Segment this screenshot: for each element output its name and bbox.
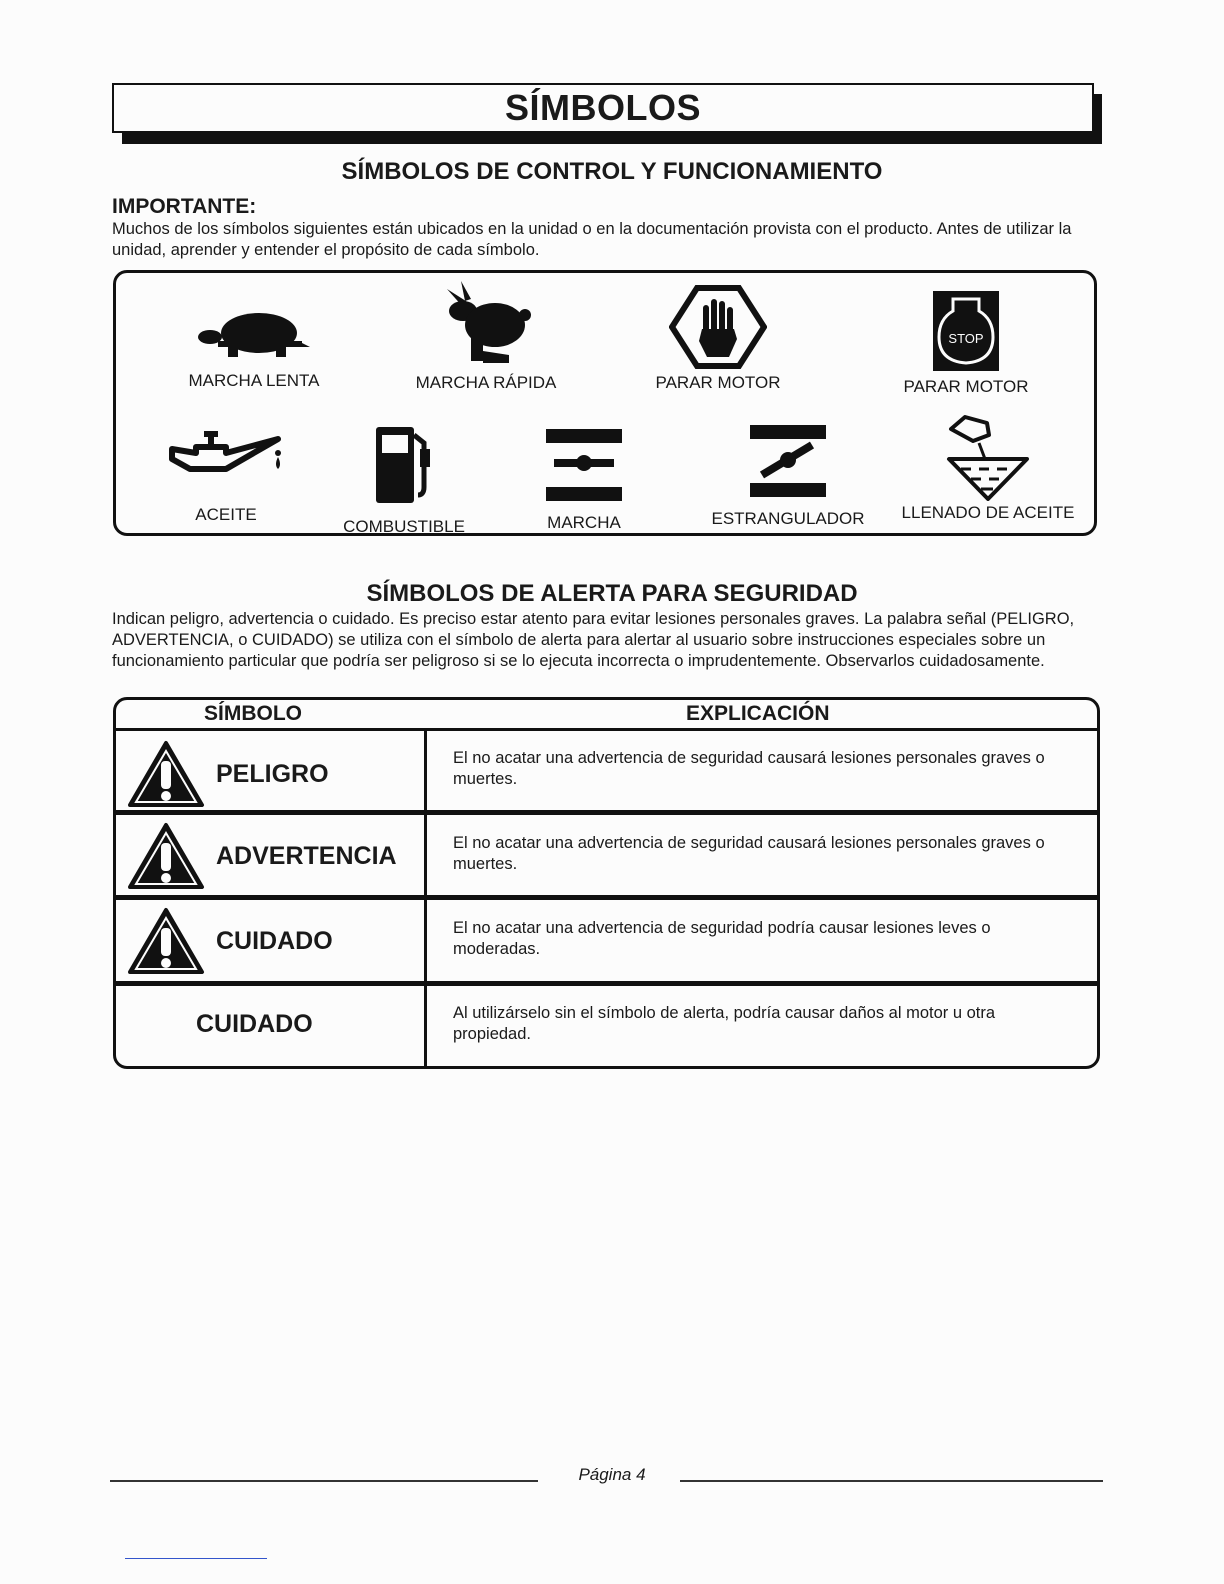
- signal-word-cuidado-no-symbol: CUIDADO: [196, 1010, 313, 1038]
- table-row-explanation: El no acatar una advertencia de seguridad podría causar lesiones leves o moderadas.: [453, 919, 991, 958]
- table-row-divider: [116, 981, 1097, 986]
- control-heading: SÍMBOLOS DE CONTROL Y FUNCIONAMIENTO: [341, 158, 883, 185]
- symbol-label: MARCHA LENTA: [188, 371, 320, 390]
- symbol-label: PARAR MOTOR: [655, 373, 781, 392]
- symbol-stop-motor-hand: [628, 285, 808, 393]
- symbol-run: [494, 427, 674, 533]
- symbol-label: MARCHA RÁPIDA: [415, 373, 557, 392]
- symbol-label: PARAR MOTOR: [903, 377, 1029, 396]
- choke-icon: [748, 423, 828, 499]
- symbol-slow: [164, 297, 344, 391]
- alert-triangle-icon: [126, 739, 206, 809]
- table-row-divider: [116, 895, 1097, 900]
- safety-table: [113, 697, 1100, 1069]
- control-symbols-panel: [113, 270, 1097, 536]
- table-row-divider: [116, 810, 1097, 815]
- signal-word-cuidado: CUIDADO: [216, 926, 333, 955]
- important-label: IMPORTANTE:: [112, 195, 257, 218]
- stop-text: STOP: [948, 331, 984, 346]
- run-icon: [544, 427, 624, 503]
- fuel-pump-icon: [372, 425, 436, 505]
- column-header-explanation: EXPLICACIÓN: [686, 702, 830, 725]
- safety-intro: Indican peligro, advertencia o cuidado. Es preciso estar atento para evitar lesiones personales graves. La palabra señal (PELIGRO, ADVERTENCIA, o CUIDADO) se utiliza con el símbolo de alerta para alertar al usuario sobre instrucciones especiales sobre un funcionamiento particular que podría ser peligroso si se lo ejecuta incorrecta o imprudentemente. Observarlos cuidadosamente.: [112, 610, 1075, 670]
- symbol-label: MARCHA: [547, 513, 621, 532]
- table-row-explanation: El no acatar una advertencia de seguridad causará lesiones personales graves o muertes.: [453, 749, 1045, 788]
- symbol-stop-motor-switch: [876, 291, 1056, 397]
- stop-switch-icon: [933, 291, 999, 371]
- page-number: Página 4: [578, 1465, 646, 1484]
- symbol-label: ESTRANGULADOR: [711, 509, 865, 528]
- table-row-explanation: El no acatar una advertencia de seguridad causará lesiones personales graves o muertes.: [453, 834, 1045, 873]
- safety-heading: SÍMBOLOS DE ALERTA PARA SEGURIDAD: [366, 580, 858, 607]
- signal-word-peligro: PELIGRO: [216, 759, 329, 788]
- symbol-label: ACEITE: [195, 505, 257, 524]
- oil-fill-icon: [943, 413, 1033, 501]
- table-row-symbol: [126, 820, 397, 892]
- symbol-oil: [136, 427, 316, 525]
- column-header-symbol: SÍMBOLO: [204, 702, 302, 725]
- alert-triangle-icon: [126, 821, 206, 891]
- symbol-fast: [396, 279, 576, 393]
- turtle-icon: [194, 297, 314, 363]
- decorative-underline: [125, 1558, 267, 1559]
- table-row-symbol: [126, 905, 333, 977]
- table-row-explanation: Al utilizárselo sin el símbolo de alerta, podría causar daños al motor u otra propiedad.: [453, 1004, 996, 1043]
- symbol-oil-fill: [898, 413, 1078, 523]
- oil-can-icon: [166, 427, 286, 489]
- symbol-fuel: [314, 425, 494, 537]
- table-divider: [116, 728, 1097, 731]
- alert-triangle-icon: [126, 906, 206, 976]
- rabbit-icon: [431, 279, 541, 365]
- signal-word-advertencia: ADVERTENCIA: [216, 841, 397, 870]
- symbol-choke: [698, 423, 878, 529]
- symbol-label: LLENADO DE ACEITE: [901, 503, 1075, 522]
- stop-hand-icon: [669, 285, 767, 369]
- page-title: SÍMBOLOS: [112, 83, 1094, 133]
- symbol-label: COMBUSTIBLE: [343, 517, 465, 536]
- table-row-symbol: [126, 738, 329, 810]
- important-text: Muchos de los símbolos siguientes están ubicados en la unidad o en la documentación provista con el producto. Antes de utilizar la unidad, aprender y entender el propósito de cada símbolo.: [112, 220, 1072, 259]
